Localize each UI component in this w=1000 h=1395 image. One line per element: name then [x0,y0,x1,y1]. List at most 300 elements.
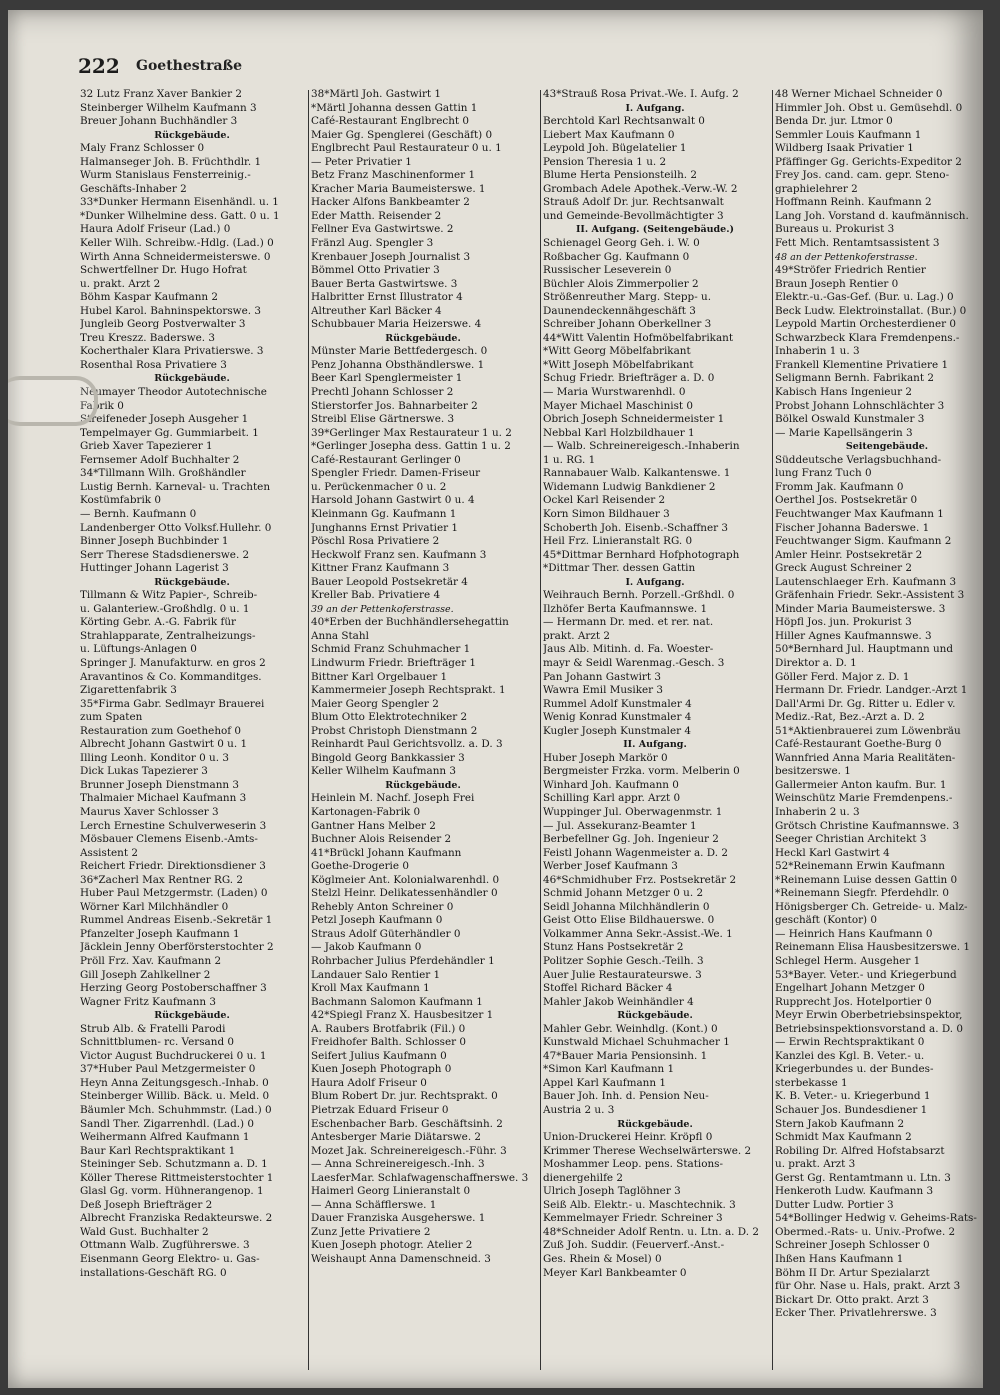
directory-entry: Goethe-Drogerie 0 [311,860,409,873]
directory-entry: Daunendeckennähgeschäft 3 [543,304,696,317]
directory-entry: Ges. Rhein & Mosel) 0 [543,1253,662,1266]
directory-entry: Rückgebäude. [385,332,461,344]
directory-entry: Tempelmayer Gg. Gummiarbeit. 1 [80,426,259,439]
directory-entry: Wildberg Isaak Privatier 1 [775,142,914,155]
directory-entry: Engelhart Johann Metzger 0 [775,982,925,995]
directory-entry: *Dittmar Ther. dessen Gattin [543,562,696,575]
directory-entry: Seifert Julius Kaufmann 0 [311,1049,447,1062]
directory-entry: Schubbauer Maria Heizerswe. 4 [311,318,482,331]
directory-entry: LaesferMar. Schlafwagenschaffnerswe. 3 [311,1171,529,1184]
directory-entry: Feuchtwanger Sigm. Kaufmann 2 [775,535,952,548]
directory-entry: Rosenthal Rosa Privatiere 3 [80,358,227,371]
directory-entry: Assistent 2 [80,846,138,859]
directory-entry: Süddeutsche Verlagsbuchhand- [775,453,942,466]
directory-entry: Aravantinos & Co. Kommanditges. [80,670,262,683]
directory-entry: Café-Restaurant Goethe-Burg 0 [775,738,942,751]
directory-entry: Kabisch Hans Ingenieur 2 [775,386,912,399]
directory-entry: Haura Adolf Friseur 0 [311,1076,427,1089]
directory-entry: Streibl Elise Gärtnerswe. 3 [311,413,455,426]
directory-entry: — Walb. Schreinereigesch.-Inhaberin [543,440,740,453]
directory-entry: Lerch Ernestine Schulverweserin 3 [80,819,267,832]
directory-entry: Weihermann Alfred Kaufmann 1 [80,1131,250,1144]
directory-entry: Prechtl Johann Schlosser 2 [311,386,454,399]
directory-entry: Englbrecht Paul Restaurateur 0 u. 1 [311,142,502,155]
directory-entry: Weinschütz Marie Fremdenpens.- [775,792,953,805]
directory-entry: Stunz Hans Postsekretär 2 [543,941,684,954]
directory-entry: Obermed.-Rats- u. Univ.-Profwe. 2 [775,1225,956,1238]
directory-entry: Serr Therese Stadsdienerswe. 2 [80,548,250,561]
directory-entry: — Jul. Assekuranz-Beamter 1 [543,819,697,832]
directory-entry: Dutter Ludw. Portier 3 [775,1198,894,1211]
directory-entry: 44*Witt Valentin Hofmöbelfabrikant [543,331,734,344]
directory-entry: Hermann Dr. Friedr. Landger.-Arzt 1 [775,684,968,697]
directory-entry: Mösbauer Clemens Eisenb.-Amts- [80,833,258,846]
directory-entry: Rummel Adolf Kunstmaler 4 [543,697,692,710]
directory-column-2 [311,88,535,1373]
directory-entry: Robiling Dr. Alfred Hofstabsarzt [775,1144,945,1157]
directory-entry: — Anna Schreinereigesch.-Inh. 3 [311,1158,485,1171]
directory-entry: Heckwolf Franz sen. Kaufmann 3 [311,548,487,561]
directory-entry: Wörner Karl Milchhändler 0 [80,900,229,913]
directory-entry: Deß Joseph Briefträger 2 [80,1198,213,1211]
directory-entry: Kugler Joseph Kunstmaler 4 [543,724,691,737]
directory-entry: Strößenreuther Marg. Stepp- u. [543,291,712,304]
directory-entry: Greck August Schreiner 2 [775,562,912,575]
directory-entry: 46*Schmidhuber Frz. Postsekretär 2 [543,873,737,886]
directory-entry: Ockel Karl Reisender 2 [543,494,666,507]
directory-entry: 45*Dittmar Bernhard Hofphotograph [543,548,740,561]
directory-entry: Blume Herta Pensionsteilh. 2 [543,169,697,182]
directory-entry: Krimmer Therese Wechselwärterswe. 2 [543,1144,752,1157]
directory-entry: Wannfried Anna Maria Realitäten- [775,751,956,764]
directory-column-3 [543,88,767,1373]
column-divider [772,90,773,1370]
directory-entry: Gallermeier Anton kaufm. Bur. 1 [775,778,947,791]
directory-entry: Maly Franz Schlosser 0 [80,142,205,155]
directory-entry: Ilzhöfer Berta Kaufmannswe. 1 [543,602,708,615]
directory-entry: Rehebly Anton Schreiner 0 [311,900,454,913]
directory-entry: Albrecht Franziska Redakteurswe. 2 [80,1212,273,1225]
directory-entry: Rohrbacher Julius Pferdehändler 1 [311,955,495,967]
directory-entry: Thalmaier Michael Kaufmann 3 [80,792,247,805]
directory-entry: Oerthel Jos. Postsekretär 0 [775,494,918,507]
page-header [78,54,958,80]
directory-entry: 32 Lutz Franz Xaver Bankier 2 [80,88,242,100]
directory-entry: Wuppinger Jul. Oberwagenmstr. 1 [543,805,723,818]
directory-entry: Liebert Max Kaufmann 0 [543,128,675,141]
directory-entry: Bauer Joh. Inh. d. Pension Neu- [543,1090,709,1103]
directory-entry: Lindwurm Friedr. Briefträger 1 [311,656,476,669]
directory-entry: Wirth Anna Schneidermeisterswe. 0 [80,250,271,263]
directory-entry: 36*Zacherl Max Rentner RG. 2 [80,873,244,886]
directory-entry: Zuß Joh. Suddir. (Feuerverf.-Anst.- [543,1239,725,1252]
directory-entry: Weishaupt Anna Damenschneid. 3 [311,1253,491,1266]
directory-entry: Tillmann & Witz Papier-, Schreib- [80,589,258,602]
directory-entry: Buchner Alois Reisender 2 [311,833,452,846]
directory-entry: Wenig Konrad Kunstmaler 4 [543,711,692,724]
directory-entry: Weihrauch Bernh. Porzell.-Grßhdl. 0 [543,589,735,602]
directory-entry: Heinlein M. Nachf. Joseph Frei [311,792,475,805]
directory-entry: — Heinrich Hans Kaufmann 0 [775,927,933,940]
directory-entry: Mediz.-Rat, Bez.-Arzt a. D. 2 [775,711,925,724]
directory-entry: 39*Gerlinger Max Restaurateur 1 u. 2 [311,426,512,439]
directory-entry: u. prakt. Arzt 2 [80,277,161,290]
directory-entry: Werber Josef Kaufmann 3 [543,860,678,873]
directory-entry: Betriebsinspektionsvorstand a. D. 0 [775,1022,964,1035]
directory-entry: Keller Wilhelm Kaufmann 3 [311,765,457,778]
directory-entry: Fernsemer Adolf Buchhalter 2 [80,453,240,466]
directory-entry: Antesberger Marie Diätarswe. 2 [311,1131,482,1144]
directory-entry: mayr & Seidl Warenmag.-Gesch. 3 [543,656,725,669]
directory-entry: Stelzl Heinr. Delikatessenhändler 0 [311,887,498,900]
directory-entry: Amler Heinr. Postsekretär 2 [775,548,923,561]
directory-entry: 51*Aktienbrauerei zum Löwenbräu [775,724,961,737]
directory-entry: dienergehilfe 2 [543,1171,623,1184]
directory-entry: Schwertfellner Dr. Hugo Hofrat [80,264,247,277]
directory-entry: Rückgebäude. [385,779,461,791]
directory-entry: II. Aufgang. [623,739,687,751]
directory-entry: Rückgebäude. [154,576,230,588]
directory-entry: Meyr Erwin Oberbetriebsinspektor, [775,1009,963,1022]
directory-entry: Blum Otto Elektrotechniker 2 [311,711,468,724]
directory-entry: Steinberger Willib. Bäck. u. Meld. 0 [80,1090,270,1103]
directory-entry: *Märtl Johanna dessen Gattin 1 [311,101,478,114]
directory-entry: Restauration zum Goethehof 0 [80,724,242,737]
directory-entry: *Witt Georg Möbelfabrikant [543,345,691,358]
column-divider [308,90,309,1370]
directory-entry: Rummel Andreas Eisenb.-Sekretär 1 [80,914,273,927]
directory-entry: Bäumler Mch. Schuhmmstr. (Lad.) 0 [80,1104,272,1117]
directory-entry: Dauer Franziska Ausgeherswe. 1 [311,1212,486,1225]
directory-entry: 35*Firma Gabr. Sedlmayr Brauerei [80,697,265,710]
directory-entry: Kostümfabrik 0 [80,494,161,507]
directory-entry: Bölkel Oswald Kunstmaler 3 [775,413,925,426]
directory-entry: Eschenbacher Barb. Geschäftsinh. 2 [311,1117,503,1130]
directory-entry: Kracher Maria Baumeisterswe. 1 [311,182,486,195]
directory-entry: Bickart Dr. Otto prakt. Arzt 3 [775,1293,929,1306]
directory-entry: besitzerswe. 1 [775,765,851,778]
directory-entry: Gerst Gg. Rentamtmann u. Ltn. 3 [775,1171,951,1184]
directory-entry: Münster Marie Bettfedergesch. 0 [311,345,488,358]
directory-entry: Heyn Anna Zeitungsgesch.-Inhab. 0 [80,1076,269,1089]
directory-page [8,10,983,1388]
directory-entry: lung Franz Tuch 0 [775,467,872,480]
directory-entry: Kuen Joseph photogr. Atelier 2 [311,1239,473,1252]
directory-entry: *Reinemann Luise dessen Gattin 0 [775,873,958,886]
directory-entry: Kroll Max Kaufmann 1 [311,982,430,995]
directory-entry: Kleinmann Gg. Kaufmann 1 [311,507,457,520]
directory-entry: Zunz Jette Privatiere 2 [311,1225,431,1238]
directory-entry: Mahler Gebr. Weinhdlg. (Kont.) 0 [543,1022,718,1035]
directory-entry: — Bernh. Kaufmann 0 [80,507,197,520]
directory-entry: Maurus Xaver Schlosser 3 [80,805,219,818]
directory-entry: 37*Huber Paul Metzgermeister 0 [80,1063,256,1076]
directory-entry: Dall'Armi Dr. Gg. Ritter u. Edler v. [775,697,956,710]
directory-entry: Schwarzbeck Klara Fremdenpens.- [775,331,960,344]
directory-entry: Hacker Alfons Bankbeamter 2 [311,196,470,209]
directory-entry: A. Raubers Brotfabrik (Fil.) 0 [311,1022,466,1035]
directory-entry: und Gemeinde-Bevollmächtigter 3 [543,209,724,222]
directory-entry: Meyer Karl Bankbeamter 0 [543,1266,687,1279]
directory-entry: Höpfl Jos. jun. Prokurist 3 [775,616,912,629]
directory-entry: Gräfenhain Friedr. Sekr.-Assistent 3 [775,589,965,602]
directory-entry: Steinberger Wilhelm Kaufmann 3 [80,101,257,114]
directory-entry: Lautenschlaeger Erh. Kaufmann 3 [775,575,957,588]
directory-entry: 49*Ströfer Friedrich Rentier [775,264,926,277]
directory-entry: Kreller Bab. Privatiere 4 [311,589,441,602]
directory-entry: Winhard Joh. Kaufmann 0 [543,778,679,791]
directory-entry: Schoberth Joh. Eisenb.-Schaffner 3 [543,521,729,534]
directory-entry: Rückgebäude. [154,129,230,141]
directory-entry: Pröll Frz. Xav. Kaufmann 2 [80,955,222,967]
directory-entry: *Simon Karl Kaufmann 1 [543,1063,675,1076]
directory-entry: Probst Johann Lohnschlächter 3 [775,399,945,412]
directory-entry: Wawra Emil Musiker 3 [543,684,664,697]
directory-entry: Wagner Fritz Kaufmann 3 [80,995,217,1008]
directory-entry: Spengler Friedr. Damen-Friseur [311,467,481,480]
directory-entry: Köller Therese Rittmeisterstochter 1 [80,1171,274,1184]
directory-entry: Albrecht Johann Gastwirt 0 u. 1 [80,738,248,751]
directory-entry: Pöschl Rosa Privatiere 2 [311,535,440,548]
directory-entry: Fischer Johanna Baderswe. 1 [775,521,930,534]
directory-entry: Jungleib Georg Postverwalter 3 [80,318,246,331]
directory-entry: Betz Franz Maschinenformer 1 [311,169,476,182]
directory-entry: *Dunker Wilhelmine dess. Gatt. 0 u. 1 [80,209,280,222]
street-heading: Goethestraße [136,58,243,74]
directory-entry: Göller Ferd. Major z. D. 1 [775,670,910,683]
directory-entry: Leypold Martin Orchesterdiener 0 [775,318,957,331]
directory-entry: *Reinemann Siegfr. Pferdehdlr. 0 [775,887,950,900]
directory-entry: Halmanseger Joh. B. Früchthdlr. 1 [80,155,262,168]
directory-entry: Böhm Kaspar Kaufmann 2 [80,291,218,304]
directory-entry: Fett Mich. Rentamtsassistent 3 [775,237,940,250]
directory-entry: Kemmelmayer Friedr. Schreiner 3 [543,1212,723,1225]
directory-entry: Union-Druckerei Heinr. Kröpfl 0 [543,1131,713,1144]
directory-entry: 53*Bayer. Veter.- und Kriegerbund [775,968,957,981]
directory-entry: Haura Adolf Friseur (Lad.) 0 [80,223,231,236]
directory-entry: — Peter Privatier 1 [311,155,412,168]
directory-entry: Kriegerbundes u. der Bundes- [775,1063,934,1076]
directory-entry: Schnittblumen- rc. Versand 0 [80,1036,235,1049]
directory-entry: Obrich Joseph Schneidermeister 1 [543,413,725,426]
directory-entry: Herzing Georg Postoberschaffner 3 [80,982,267,995]
directory-entry: — Maria Wurstwarenhdl. 0 [543,386,686,399]
directory-entry: Keller Wilh. Schreibw.-Hdlg. (Lad.) 0 [80,237,274,250]
directory-entry: *Gerlinger Josepha dess. Gattin 1 u. 2 [311,440,511,453]
directory-entry: Seitengebäude. [845,441,929,453]
directory-entry: Kartonagen-Fabrik 0 [311,805,421,818]
directory-entry: 48 Werner Michael Schneider 0 [775,88,943,100]
directory-entry: Schreiber Johann Oberkellner 3 [543,318,712,331]
directory-entry: I. Aufgang. [625,576,685,588]
directory-entry: Inhaberin 2 u. 3 [775,805,860,818]
directory-entry: Korn Simon Bildhauer 3 [543,507,670,520]
paper-clip [8,376,98,426]
directory-entry: Huber Joseph Markör 0 [543,751,668,764]
directory-entry: Grötsch Christine Kaufmannswe. 3 [775,819,960,832]
directory-entry: Pension Theresia 1 u. 2 [543,155,667,168]
directory-entry: Fellner Eva Gastwirtswe. 2 [311,223,454,236]
directory-entry: Appel Karl Kaufmann 1 [543,1076,666,1089]
directory-entry: Landenberger Otto Volksf.Hullehr. 0 [80,521,272,534]
directory-entry: Geist Otto Elise Bildhauerswe. 0 [543,914,715,927]
directory-entry: Heckl Karl Gastwirt 4 [775,846,890,859]
directory-entry: Maier Gg. Spenglerei (Geschäft) 0 [311,128,493,141]
directory-entry: Ihßen Hans Kaufmann 1 [775,1253,904,1266]
directory-entry: installations-Geschäft RG. 0 [80,1266,227,1279]
directory-entry: — Anna Schäfflerswe. 1 [311,1198,437,1211]
directory-entry: Anna Stahl [311,629,369,642]
directory-entry: Rannabauer Walb. Kalkantenswe. 1 [543,467,731,480]
directory-entry: Jaus Alb. Mitinh. d. Fa. Woester- [543,643,714,656]
directory-entry: Kocherthaler Klara Privatierswe. 3 [80,345,264,358]
directory-entry: Glasl Gg. vorm. Hühnerangenop. 1 [80,1185,264,1198]
directory-entry: Sandl Ther. Zigarrenhdl. (Lad.) 0 [80,1117,254,1130]
directory-entry: Direktor a. D. 1 [775,656,857,669]
directory-entry: Seeger Christian Architekt 3 [775,833,927,846]
directory-entry: Moshammer Leop. pens. Stations- [543,1158,724,1171]
directory-entry: Politzer Sophie Gesch.-Teilh. 3 [543,955,704,967]
directory-entry: Bauer Leopold Postsekretär 4 [311,575,468,588]
directory-entry: Mayer Michael Maschinist 0 [543,399,694,412]
directory-entry: Grombach Adele Apothek.-Verw.-W. 2 [543,182,738,195]
directory-entry: Volkammer Anna Sekr.-Assist.-We. 1 [543,927,733,940]
directory-entry: Russischer Leseverein 0 [543,264,672,277]
directory-entry: Gill Joseph Zahlkellner 2 [80,968,211,981]
directory-entry: 48*Schneider Adolf Rentn. u. Ltn. a. D. 2 [543,1225,759,1238]
directory-entry: Huber Paul Metzgermstr. (Laden) 0 [80,887,268,900]
directory-entry: Halbritter Ernst Illustrator 4 [311,291,463,304]
directory-entry: Bergmeister Frzka. vorm. Melberin 0 [543,765,740,778]
directory-entry: Jäcklein Jenny Oberförsterstochter 2 [80,941,274,954]
directory-entry: Schmidt Max Kaufmann 2 [775,1131,912,1144]
directory-entry: — Erwin Rechtspraktikant 0 [775,1036,925,1049]
directory-entry: Ecker Ther. Privatlehrerswe. 3 [775,1307,937,1320]
directory-entry: Stoffel Richard Bäcker 4 [543,982,673,995]
directory-entry: Bureaus u. Prokurist 3 [775,223,895,236]
directory-entry: — Jakob Kaufmann 0 [311,941,422,954]
directory-entry: Beck Ludw. Elektroinstallat. (Bur.) 0 [775,304,967,317]
directory-entry: Schug Friedr. Briefträger a. D. 0 [543,372,715,385]
directory-entry: Bömmel Otto Privatier 3 [311,264,440,277]
directory-entry: Heil Frz. Linieranstalt RG. 0 [543,535,693,548]
directory-entry: Blum Robert Dr. jur. Rechtsprakt. 0 [311,1090,498,1103]
directory-entry: Kittner Franz Kaufmann 3 [311,562,450,575]
directory-entry: 34*Tillmann Wilh. Großhändler [80,467,246,480]
directory-entry: Eisenmann Georg Elektro- u. Gas- [80,1253,260,1266]
directory-entry: Kanzlei des Kgl. B. Veter.- u. [775,1049,925,1062]
directory-entry: Kuen Joseph Photograph 0 [311,1063,452,1076]
directory-entry: sterbekasse 1 [775,1076,848,1089]
directory-entry: Breuer Johann Buchhändler 3 [80,115,238,128]
directory-entry: K. B. Veter.- u. Kriegerbund 1 [775,1090,931,1103]
directory-entry: Schlegel Herm. Ausgeher 1 [775,955,921,967]
directory-entry: u. prakt. Arzt 3 [775,1158,856,1171]
directory-entry: Binner Joseph Buchbinder 1 [80,535,229,548]
directory-entry: für Ohr. Nase u. Hals, prakt. Arzt 3 [775,1280,961,1293]
directory-entry: Minder Maria Baumeisterswe. 3 [775,602,946,615]
directory-entry: Illing Leonh. Konditor 0 u. 3 [80,751,229,764]
directory-entry: 39 an der Pettenkoferstrasse. [311,603,454,615]
directory-entry: 41*Brückl Johann Kaufmann [311,846,462,859]
directory-entry: Frey Jos. cand. cam. gepr. Steno- [775,169,950,182]
directory-entry: Neumayer Theodor Autotechnische [80,386,267,399]
directory-entry: Harsold Johann Gastwirt 0 u. 4 [311,494,475,507]
directory-entry: Fabrik 0 [80,399,124,412]
directory-entry: 33*Dunker Hermann Eisenhändl. u. 1 [80,196,279,209]
directory-entry: Widemann Ludwig Bankdiener 2 [543,480,716,493]
directory-entry: Feistl Johann Wagenmeister a. D. 2 [543,846,728,859]
directory-entry: Auer Julie Restaurateurswe. 3 [543,968,702,981]
directory-entry: Schmid Franz Schuhmacher 1 [311,643,471,656]
directory-entry: Bingold Georg Bankkassier 3 [311,751,465,764]
directory-entry: Pfäffinger Gg. Gerichts-Expeditor 2 [775,155,962,168]
directory-entry: Treu Kreszz. Baderswe. 3 [80,331,215,344]
directory-entry: zum Spaten [80,711,143,724]
directory-entry: Haimerl Georg Linieranstalt 0 [311,1185,471,1198]
directory-entry: Inhaberin 1 u. 3 [775,345,860,358]
directory-column-4 [775,88,983,1373]
directory-entry: Springer J. Manufakturw. en gros 2 [80,656,266,669]
directory-entry: Feuchtwanger Max Kaufmann 1 [775,507,944,520]
directory-entry: Strub Alb. & Fratelli Parodi [80,1022,226,1035]
directory-entry: I. Aufgang. [625,102,685,114]
directory-entry: Kunstwald Michael Schuhmacher 1 [543,1036,730,1049]
directory-entry: Elektr.-u.-Gas-Gef. (Bur. u. Lag.) 0 [775,291,954,304]
directory-entry: Braun Joseph Rentier 0 [775,277,899,290]
directory-entry: Leypold Joh. Bügelatelier 1 [543,142,687,155]
directory-entry: Strauß Adolf Dr. jur. Rechtsanwalt [543,196,724,209]
directory-entry: 50*Bernhard Jul. Hauptmann und [775,643,954,656]
directory-entry: Streifeneder Joseph Ausgeher 1 [80,413,249,426]
directory-entry: Penz Johanna Obsthändlerswe. 1 [311,358,485,371]
directory-entry: Rückgebäude. [154,1010,230,1022]
directory-entry: Café-Restaurant Gerlinger 0 [311,453,461,466]
directory-entry: Seligmann Bernh. Fabrikant 2 [775,372,934,385]
page-number: 222 [78,54,120,78]
directory-entry: Nebbal Karl Holzbildhauer 1 [543,426,695,439]
directory-entry: Schreiner Joseph Schlosser 0 [775,1239,930,1252]
directory-entry: Reichert Friedr. Direktionsdiener 3 [80,860,266,873]
directory-entry: II. Aufgang. (Seitengebäude.) [575,224,735,236]
directory-entry: Rupprecht Jos. Hotelportier 0 [775,995,932,1008]
directory-entry: graphielehrer 2 [775,182,858,195]
directory-entry: 43*Strauß Rosa Privat.-We. I. Aufg. 2 [543,88,739,100]
directory-entry: Pfanzelter Joseph Kaufmann 1 [80,927,240,940]
directory-entry: 48 an der Pettenkoferstrasse. [775,251,918,263]
directory-entry: Eder Matth. Reisender 2 [311,209,442,222]
directory-entry: Strahlapparate, Zentralheizungs- [80,629,256,642]
directory-entry: Seiß Alb. Elektr.- u. Maschtechnik. 3 [543,1198,736,1211]
directory-entry: Rückgebäude. [617,1118,693,1130]
directory-entry: Freidhofer Balth. Schlosser 0 [311,1036,467,1049]
directory-entry: Grieb Xaver Tapezierer 1 [80,440,213,453]
directory-entry: Brunner Joseph Dienstmann 3 [80,778,239,791]
directory-entry: Baur Karl Rechtspraktikant 1 [80,1144,236,1157]
directory-entry: Ottmann Walb. Zugführerswe. 3 [80,1239,250,1252]
directory-entry: Ulrich Joseph Taglöhner 3 [543,1185,681,1198]
directory-entry: Altreuther Karl Bäcker 4 [311,304,442,317]
directory-entry: Bachmann Salomon Kaufmann 1 [311,995,483,1008]
directory-entry: Reinhardt Paul Gerichtsvollz. a. D. 3 [311,738,503,751]
directory-entry: Wurm Stanislaus Fensterreinig.- [80,169,251,182]
directory-entry: Reinemann Elisa Hausbesitzerswe. 1 [775,941,971,954]
directory-entry: Geschäfts-Inhaber 2 [80,182,187,195]
directory-entry: geschäft (Kontor) 0 [775,914,878,927]
directory-entry: Berchtold Karl Rechtsanwalt 0 [543,115,705,128]
directory-entry: Fränzl Aug. Spengler 3 [311,237,434,250]
directory-entry: Henkeroth Ludw. Kaufmann 3 [775,1185,934,1198]
